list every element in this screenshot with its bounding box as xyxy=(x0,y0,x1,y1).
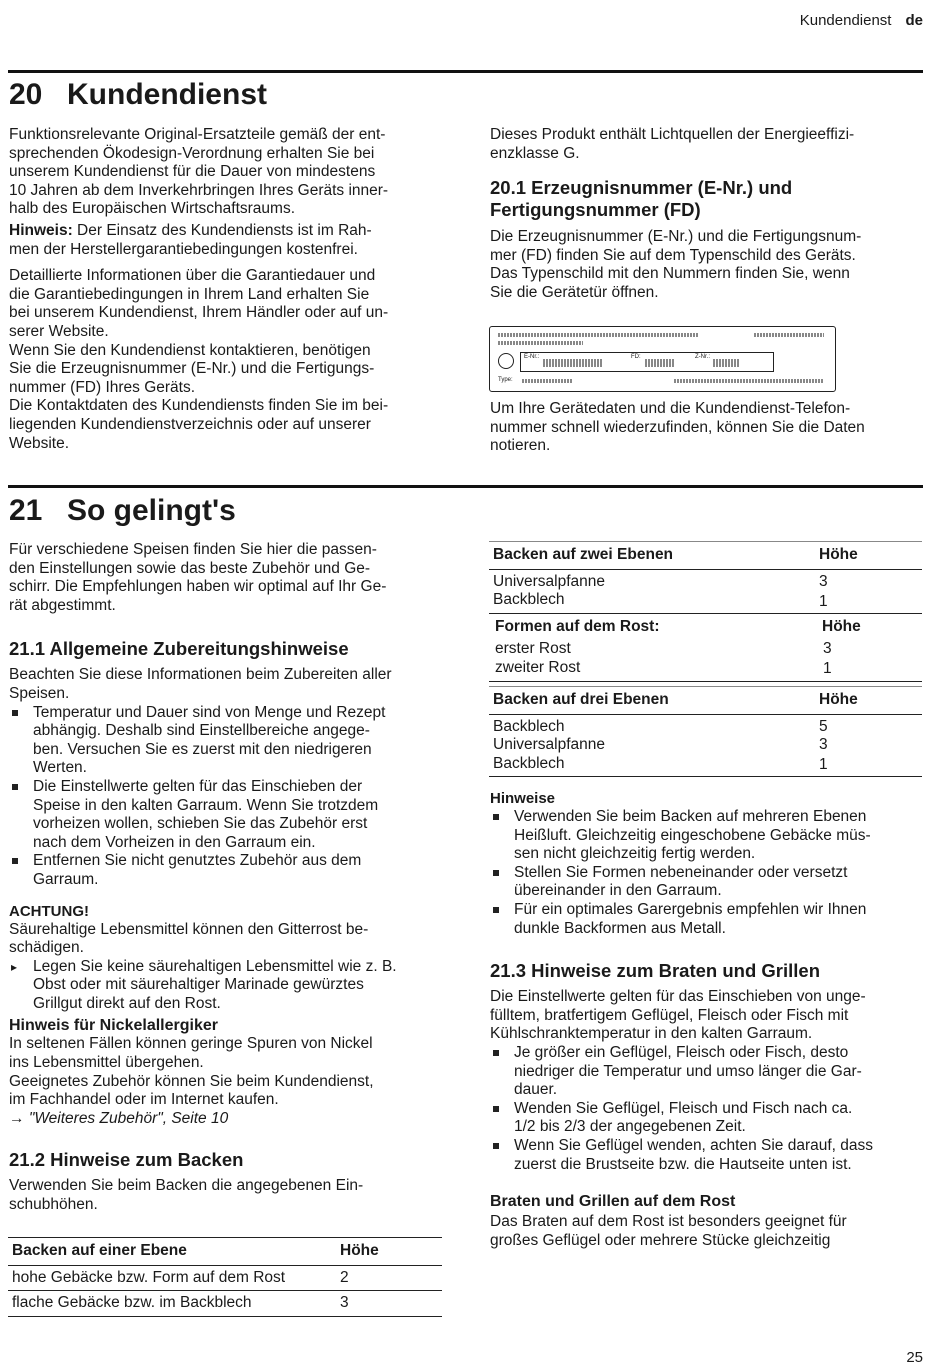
table-row: hohe Gebäcke bzw. Form auf dem Rost 2 xyxy=(8,1265,442,1291)
achtung-label: ACHTUNG! xyxy=(9,902,89,920)
square-bullet-icon xyxy=(493,870,499,876)
square-bullet-icon xyxy=(493,1143,499,1149)
plate-fd-label: FD: xyxy=(631,354,641,360)
s20-paragraph-2: Detaillierte Informationen über die Garantiedauer und die Garantiebedingungen in Ihrem Land erhalten Sie bei unserem Kundendienst, Ihrem Händler oder auf un- serer Website. Wenn Sie den Kundendienst kontaktieren, benötigen Sie die Erzeugnisnummer (E-Nr.) und die Fertigungs- nummer (FD) Ihres Geräts. Die Kontaktdaten des Kundendiensts finden Sie im bei- liegenden Kundendienstverzeichnis oder auf unserer Website. xyxy=(9,267,389,452)
list-item: Je größer ein Geflügel, Fleisch oder Fisch, desto niedriger die Temperatur und umso länger die Gar- dauer. xyxy=(490,1044,922,1100)
square-bullet-icon xyxy=(493,1050,499,1056)
s20-hint: Hinweis: Der Einsatz des Kundendiensts ist im Rah- men der Herstellergarantiebedingungen kostenfrei. xyxy=(9,221,372,258)
table-row: erster Rost 3 xyxy=(495,640,832,658)
table-row: Backblech 1 xyxy=(489,591,922,613)
achtung-list xyxy=(9,958,444,1014)
table-row: zweiter Rost 1 xyxy=(489,659,922,681)
table-subheader-row: Formen auf dem Rost: Höhe xyxy=(495,617,861,635)
square-bullet-icon xyxy=(493,814,499,820)
list-item: Temperatur und Dauer sind von Menge und Rezept abhängig. Deshalb sind Einstellbereiche angege- ben. Versuchen Sie es zuerst mit den niedrigeren Werten. xyxy=(9,704,444,778)
s20-1-paragraph-2: Um Ihre Gerätedaten und die Kundendienst-Telefon- nummer schnell wiederzufinden, können Sie die Daten notieren. xyxy=(490,400,865,455)
arrow-bullet-icon: ▸ xyxy=(11,959,18,974)
table-header: Höhe xyxy=(819,546,858,563)
type-plate-number-box xyxy=(520,352,774,372)
accessories-link[interactable]: "Weiteres Zubehör", Seite 10 xyxy=(28,1109,229,1127)
hinweise-label: Hinweise xyxy=(490,790,556,807)
list-item: Wenden Sie Geflügel, Fleisch und Fisch nach ca. 1/2 bis 2/3 der angegebenen Zeit. xyxy=(490,1100,922,1137)
header-lang: de xyxy=(905,12,923,29)
s20-energy-note: Dieses Produkt enthält Lichtquellen der Energieeffizi- enzklasse G. xyxy=(490,126,855,162)
list-item: ▸ Legen Sie keine säurehaltigen Lebensmittel wie z. B. Obst oder mit säurehaltiger Marinade gewürztes Grillgut direkt auf den Rost. xyxy=(11,957,397,1012)
s21-2-heading: 21.2 Hinweise zum Backen xyxy=(9,1149,244,1171)
plate-enr-label: E-Nr.: xyxy=(524,354,540,360)
s21-1-list xyxy=(9,704,444,890)
table-header: Höhe xyxy=(819,691,858,708)
table-header: Backen auf zwei Ebenen xyxy=(493,546,674,563)
nickel-label: Hinweis für Nickelallergiker xyxy=(9,1017,218,1035)
page-number: 25 xyxy=(906,1349,923,1366)
list-item: Stellen Sie Formen nebeneinander oder versetzt übereinander in den Garraum. xyxy=(490,864,922,901)
plate-type-label: Type: xyxy=(498,377,513,383)
s21-1-paragraph: Beachten Sie diese Informationen beim Zubereiten aller Speisen. xyxy=(9,666,392,702)
list-item: Entfernen Sie nicht genutztes Zubehör aus dem Garraum. xyxy=(9,852,444,889)
table-row: flache Gebäcke bzw. im Backblech 3 xyxy=(8,1291,442,1317)
s21-3-list xyxy=(490,1044,922,1174)
table-header: Backen auf drei Ebenen xyxy=(493,691,669,708)
s21-1-heading: 21.1 Allgemeine Zubereitungshinweise xyxy=(9,638,349,660)
table-one-level xyxy=(8,1237,442,1317)
s21-2-paragraph: Verwenden Sie beim Backen die angegebenen Ein- schubhöhen. xyxy=(9,1177,364,1214)
section-rule xyxy=(8,485,923,488)
list-item: Die Einstellwerte gelten für das Einschieben der Speise in den kalten Garraum. Wenn Sie trotzdem vorheizen wollen, schieben Sie das Zubehör erst nach dem Vorheizen in den Garraum ein. xyxy=(9,778,444,852)
rost-heading: Braten und Grillen auf dem Rost xyxy=(490,1193,736,1211)
header-section: Kundendienst xyxy=(799,12,892,29)
type-plate-illustration xyxy=(489,326,836,392)
section-21-right-column xyxy=(490,789,922,1250)
hinweise-list xyxy=(490,808,922,938)
table-header: Backen auf einer Ebene xyxy=(12,1242,187,1259)
square-bullet-icon xyxy=(493,907,499,913)
table-row: Backblech 1 xyxy=(489,755,922,777)
plate-znr-label: Z-Nr.: xyxy=(695,354,710,360)
table-two-levels xyxy=(489,541,922,682)
table-header: Höhe xyxy=(340,1242,379,1259)
square-bullet-icon xyxy=(12,784,18,790)
section-20-right-column xyxy=(490,126,922,303)
section-21-left-column xyxy=(9,541,444,1215)
table-three-levels xyxy=(489,686,922,777)
running-header xyxy=(800,12,923,29)
list-item: Für ein optimales Garergebnis empfehlen wir Ihnen dunkle Backformen aus Metall. xyxy=(490,901,922,938)
table-row: Universalpfanne 3 xyxy=(493,736,828,754)
square-bullet-icon xyxy=(12,858,18,864)
achtung-paragraph: Säurehaltige Lebensmittel können den Gitterrost be- schädigen. xyxy=(9,920,369,957)
section-rule xyxy=(8,70,923,73)
s21-intro: Für verschiedene Speisen finden Sie hier die passen- den Einstellungen sowie das beste Zubehör und Ge- schirr. Die Empfehlungen haben wir optimal auf Ihr Ge- rät abgestimmt. xyxy=(9,541,387,614)
list-item: Wenn Sie Geflügel wenden, achten Sie darauf, dass zuerst die Brustseite bzw. die Hautseite unten ist. xyxy=(490,1137,922,1174)
nickel-paragraph: In seltenen Fällen können geringe Spuren von Nickel ins Lebensmittel übergehen. Geeignetes Zubehör können Sie beim Kundendienst, im Fachhandel oder im Internet kaufen. xyxy=(9,1035,374,1109)
square-bullet-icon xyxy=(493,1106,499,1112)
s21-3-heading: 21.3 Hinweise zum Braten und Grillen xyxy=(490,960,821,982)
nickel-reference: → "Weiteres Zubehör", Seite 10 xyxy=(9,1109,229,1127)
s20-1-paragraph-2-wrap xyxy=(490,400,922,456)
rost-paragraph: Das Braten auf dem Rost ist besonders geeignet für großes Geflügel oder mehrere Stücke gleichzeitig xyxy=(490,1213,847,1249)
s20-1-heading: 20.1 Erzeugnisnummer (E-Nr.) und Fertigungsnummer (FD) xyxy=(490,177,793,221)
section-21-heading: 21 So gelingt's xyxy=(9,494,236,527)
section-20-left-column xyxy=(9,126,444,453)
square-bullet-icon xyxy=(12,710,18,716)
table-row: Universalpfanne 3 xyxy=(493,572,828,590)
table-row: Backblech 5 xyxy=(493,717,828,735)
list-item: Verwenden Sie beim Backen auf mehreren Ebenen Heißluft. Gleichzeitig eingeschobene Gebäcke müs- sen nicht gleichzeitig fertig werden. xyxy=(490,808,922,864)
s21-3-paragraph: Die Einstellwerte gelten für das Einschieben von unge- fülltem, bratfertigem Geflügel, Fleisch oder Fisch mit Kühlschranktemperatur in den kalten Garraum. xyxy=(490,988,866,1043)
certification-icon xyxy=(498,353,514,369)
s20-1-paragraph: Die Erzeugnisnummer (E-Nr.) und die Fertigungsnum- mer (FD) finden Sie auf dem Typenschild des Geräts. Das Typenschild mit den Nummern finden Sie, wenn Sie die Gerätetür öffnen. xyxy=(490,228,862,301)
section-20-heading: 20 Kundendienst xyxy=(9,78,267,111)
s20-paragraph-1: Funktionsrelevante Original-Ersatzteile gemäß der ent- sprechenden Ökodesign-Verordnung erhalten Sie bei unserem Kundendienst für die Dauer von mindestens 10 Jahren ab dem Inverkehrbringen Ihres Geräts inner- halb des Europäischen Wirtschaftsraums. xyxy=(9,126,389,218)
